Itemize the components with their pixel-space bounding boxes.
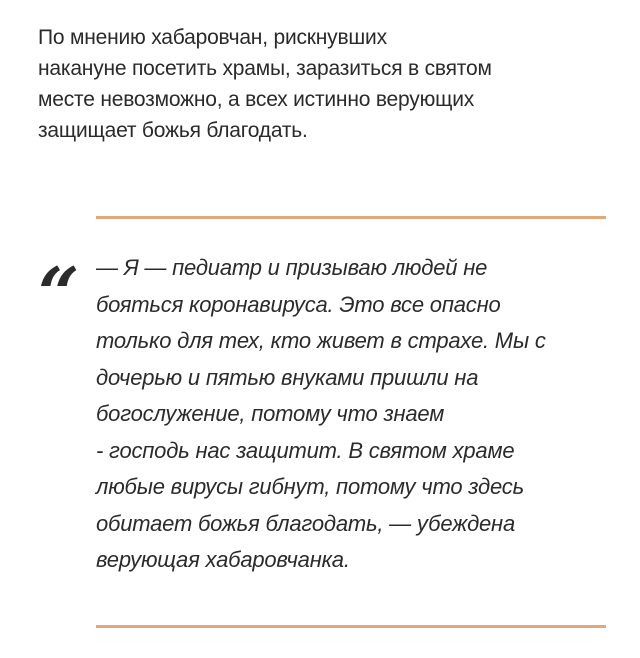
- quote-line: богослужение, потому что знаем: [96, 401, 445, 426]
- article-lead-paragraph: [38, 22, 618, 146]
- lead-line: месте невозможно, а всех истинно верующих: [38, 88, 475, 111]
- quote-line: обитает божья благодать, — убеждена: [96, 510, 516, 536]
- quote-top-divider: [96, 216, 606, 219]
- quote-line: любые вирусы гибнут, потому что здесь: [96, 474, 524, 499]
- quote-line: только для тех, кто живет в страхе. Мы с: [96, 328, 546, 353]
- lead-line: защищает божья благодать.: [38, 119, 308, 142]
- quote-line: верующая хабаровчанка.: [96, 547, 350, 572]
- lead-line: По мнению хабаровчан, рискнувших: [38, 26, 387, 49]
- quote-line: - господь нас защитит. В святом храме: [96, 437, 515, 463]
- quote-mark-icon: “: [38, 251, 80, 336]
- quote-text: [96, 250, 616, 579]
- quote-line: бояться коронавируса. Это все опасно: [96, 291, 501, 317]
- blockquote: [38, 216, 606, 628]
- quote-bottom-divider: [96, 625, 606, 628]
- lead-line: накануне посетить храмы, заразиться в святом: [38, 57, 492, 80]
- quote-line: дочерью и пятью внуками пришли на: [96, 364, 479, 390]
- quote-line: — Я — педиатр и призываю людей не: [96, 255, 488, 280]
